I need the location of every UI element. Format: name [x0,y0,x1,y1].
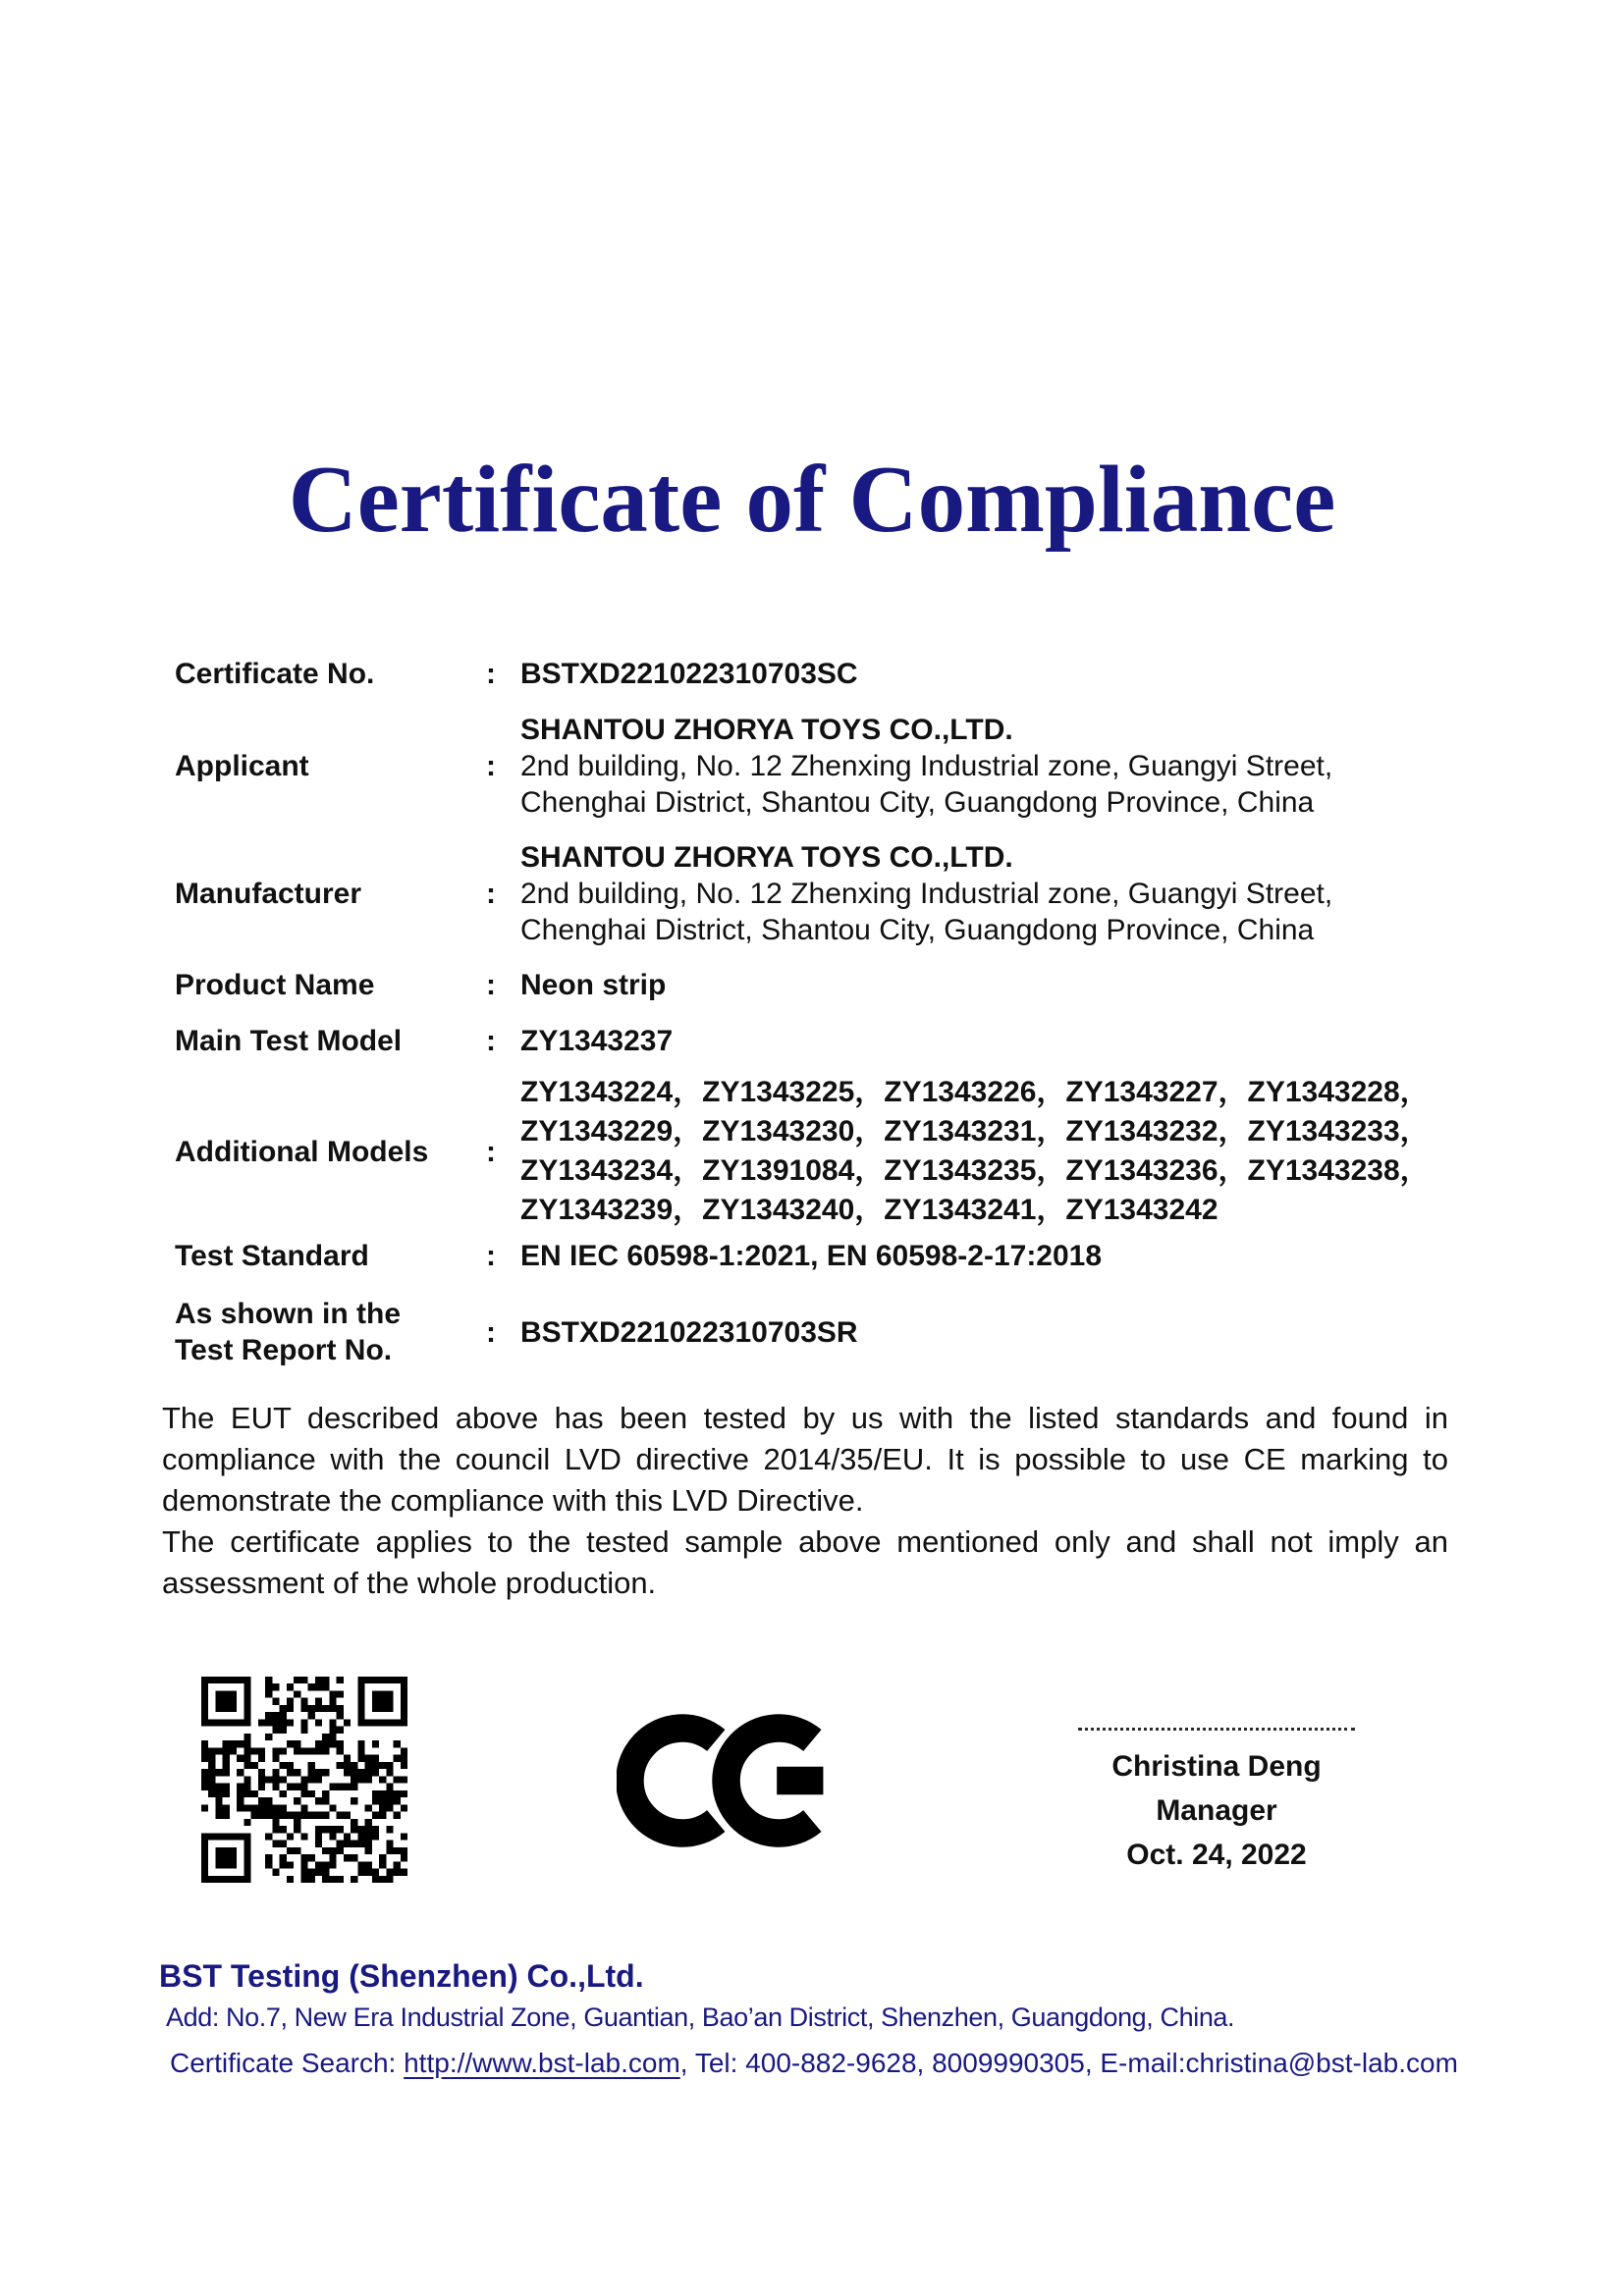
field-applicant [175,712,1463,821]
test-standard-value: EN IEC 60598-1:2021, EN 60598-2-17:2018 [520,1240,1103,1272]
colon-separator: : [486,1135,496,1168]
manufacturer-label: Manufacturer [175,878,362,910]
lab-footer [159,1957,1465,2080]
additional-models-line: ZY1343234，ZY1391084，ZY1343235，ZY1343236，ZY1343238， [520,1154,1430,1187]
main-test-model-label: Main Test Model [175,1025,403,1057]
field-manufacturer [175,839,1463,948]
manufacturer-address-line1: 2nd building, No. 12 Zhenxing Industrial zone, Guangyi Street, [520,878,1333,910]
certificate-no-label: Certificate No. [175,658,375,690]
lab-address: Add: No.7, New Era Industrial Zone, Guantian, Bao’an District, Shenzhen, Guangdong, China. [166,2002,1235,2032]
declaration-paragraph-2: The certificate applies to the tested sample above mentioned only and shall not imply an assessment of the whole production. [162,1524,1448,1600]
certificate-search-link[interactable]: http://www.bst-lab.com [404,2048,680,2078]
lab-contact-details: , Tel: 400-882-9628, 8009990305, E-mail:christina@bst-lab.com [679,2048,1458,2078]
test-standard-label: Test Standard [175,1240,369,1272]
colon-separator: : [486,658,496,690]
colon-separator: : [486,1315,496,1349]
signatory-name: Christina Deng [1111,1750,1322,1783]
declaration-paragraph-1: The EUT described above has been tested by us with the listed standards and found in compliance with the council LVD directive 2014/35/EU. It is possible to use CE marking to demonstrate the compliance with this LVD Directive. [162,1401,1448,1518]
main-test-model-value: ZY1343237 [520,1025,674,1057]
certificate-search-label: Certificate Search: [170,2048,405,2078]
colon-separator: : [486,969,496,1001]
manufacturer-address-line2: Chenghai District, Shantou City, Guangdong Province, China [520,914,1315,946]
applicant-label: Applicant [175,750,309,782]
certificate-fields [175,656,1463,1368]
additional-models-line: ZY1343224，ZY1343225，ZY1343226，ZY1343227，ZY1343228， [520,1076,1430,1108]
product-name-value: Neon strip [520,969,667,1001]
test-report-label-line2: Test Report No. [175,1334,393,1366]
additional-models-line: ZY1343229，ZY1343230，ZY1343231，ZY1343232，ZY1343233， [520,1115,1430,1148]
page-title: Certificate of Compliance [288,447,1336,552]
applicant-address-line2: Chenghai District, Shantou City, Guangdong Province, China [520,786,1315,819]
colon-separator: : [486,1240,496,1272]
product-name-label: Product Name [175,969,375,1001]
lab-contact-line [159,2047,1465,2080]
signature-dotted-line [1078,1710,1355,1731]
test-report-value: BSTXD221022310703SR [520,1315,858,1349]
additional-models-label: Additional Models [175,1135,429,1168]
colon-separator: : [486,1025,496,1057]
field-test-standard [175,1238,1463,1275]
signature-date: Oct. 24, 2022 [1126,1839,1307,1871]
applicant-address-line1: 2nd building, No. 12 Zhenxing Industrial zone, Guangyi Street, [520,750,1333,782]
certificate-no-value: BSTXD221022310703SC [520,658,858,690]
colon-separator: : [486,878,496,910]
field-product-name [175,967,1463,1004]
test-report-label-line1: As shown in the [175,1298,402,1330]
signatory-title: Manager [1156,1794,1277,1827]
applicant-company: SHANTOU ZHORYA TOYS CO.,LTD. [520,714,1013,746]
manufacturer-company: SHANTOU ZHORYA TOYS CO.,LTD. [520,841,1013,874]
qr-code [201,1677,407,1883]
field-main-test-model [175,1023,1463,1060]
additional-models-line: ZY1343239，ZY1343240，ZY1343241，ZY1343242 [520,1194,1218,1226]
colon-separator: : [486,750,496,782]
field-certificate-no [175,656,1463,693]
ce-mark-icon [617,1706,827,1855]
lab-company-name: BST Testing (Shenzhen) Co.,Ltd. [159,1958,644,1994]
declaration-text [162,1398,1448,1604]
field-test-report-no [175,1296,1463,1368]
field-additional-models [175,1073,1463,1230]
signature-block [1078,1710,1355,1877]
